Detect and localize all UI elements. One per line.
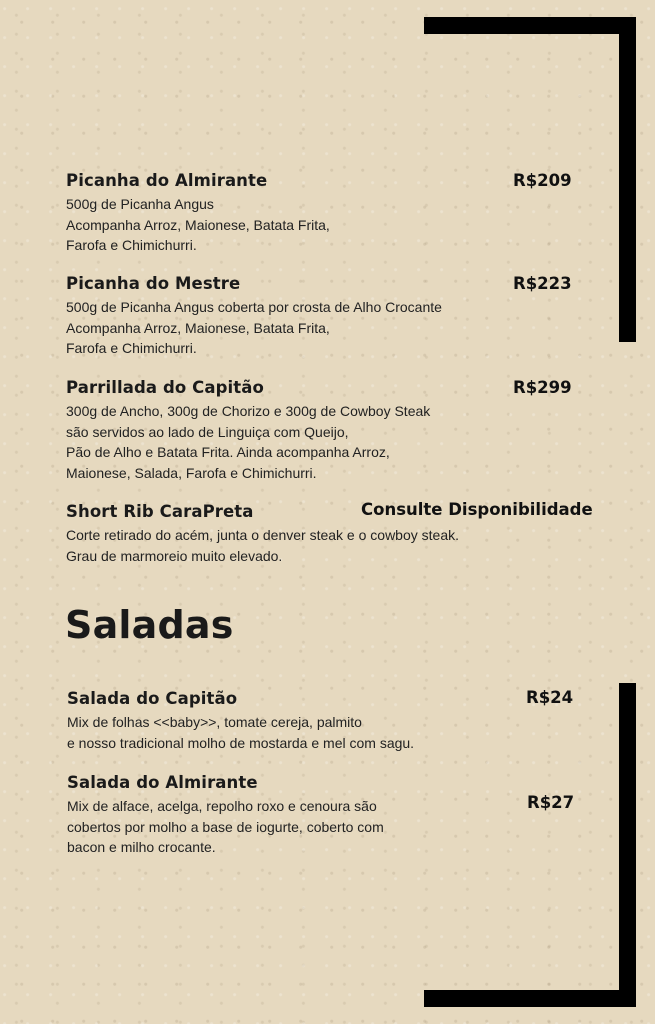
menu-item-parrillada-do-capitao: [66, 377, 430, 483]
top-bracket-vertical: [619, 17, 636, 342]
top-bracket-horizontal: [424, 17, 636, 34]
section-title-saladas: Saladas: [65, 603, 234, 647]
item-description: 500g de Picanha Angus Acompanha Arroz, Maionese, Batata Frita, Farofa e Chimichurri.: [66, 196, 330, 253]
bottom-bracket-horizontal: [424, 990, 636, 1007]
item-description: 500g de Picanha Angus coberta por crosta de Alho Crocante Acompanha Arroz, Maionese, Batata Frita, Farofa e Chimichurri.: [66, 299, 442, 356]
menu-item-salada-do-capitao: [67, 688, 414, 753]
bottom-bracket-vertical: [619, 683, 636, 1007]
menu-item-salada-do-almirante: [67, 772, 384, 858]
menu-item-picanha-do-mestre: [66, 273, 442, 359]
item-price: R$209: [513, 171, 572, 190]
menu-item-picanha-do-almirante: [66, 170, 330, 256]
item-price: R$223: [513, 274, 572, 293]
item-description: Mix de alface, acelga, repolho roxo e cenoura são cobertos por molho a base de iogurte, coberto com bacon e milho crocante.: [67, 798, 384, 855]
item-price: R$299: [513, 378, 572, 397]
item-availability: Consulte Disponibilidade: [361, 500, 593, 519]
item-name: Salada do Almirante: [67, 773, 258, 792]
item-name: Parrillada do Capitão: [66, 378, 264, 397]
item-price: R$27: [527, 793, 575, 812]
item-name: Picanha do Almirante: [66, 171, 268, 190]
item-description: 300g de Ancho, 300g de Chorizo e 300g de Cowboy Steak são servidos ao lado de Linguiça com Queijo, Pão de Alho e Batata Frita. Ainda acompanha Arroz, Maionese, Salada, Farofa e Chimichurri.: [66, 403, 431, 481]
item-name: Picanha do Mestre: [66, 274, 241, 293]
item-description: Mix de folhas <<baby>>, tomate cereja, palmito e nosso tradicional molho de mostarda e mel com sagu.: [67, 714, 415, 751]
item-description: Corte retirado do acém, junta o denver steak e o cowboy steak. Grau de marmoreio muito elevado.: [66, 527, 459, 564]
item-name: Short Rib CaraPreta: [66, 502, 254, 521]
item-price: R$24: [526, 688, 574, 707]
item-name: Salada do Capitão: [67, 689, 238, 708]
